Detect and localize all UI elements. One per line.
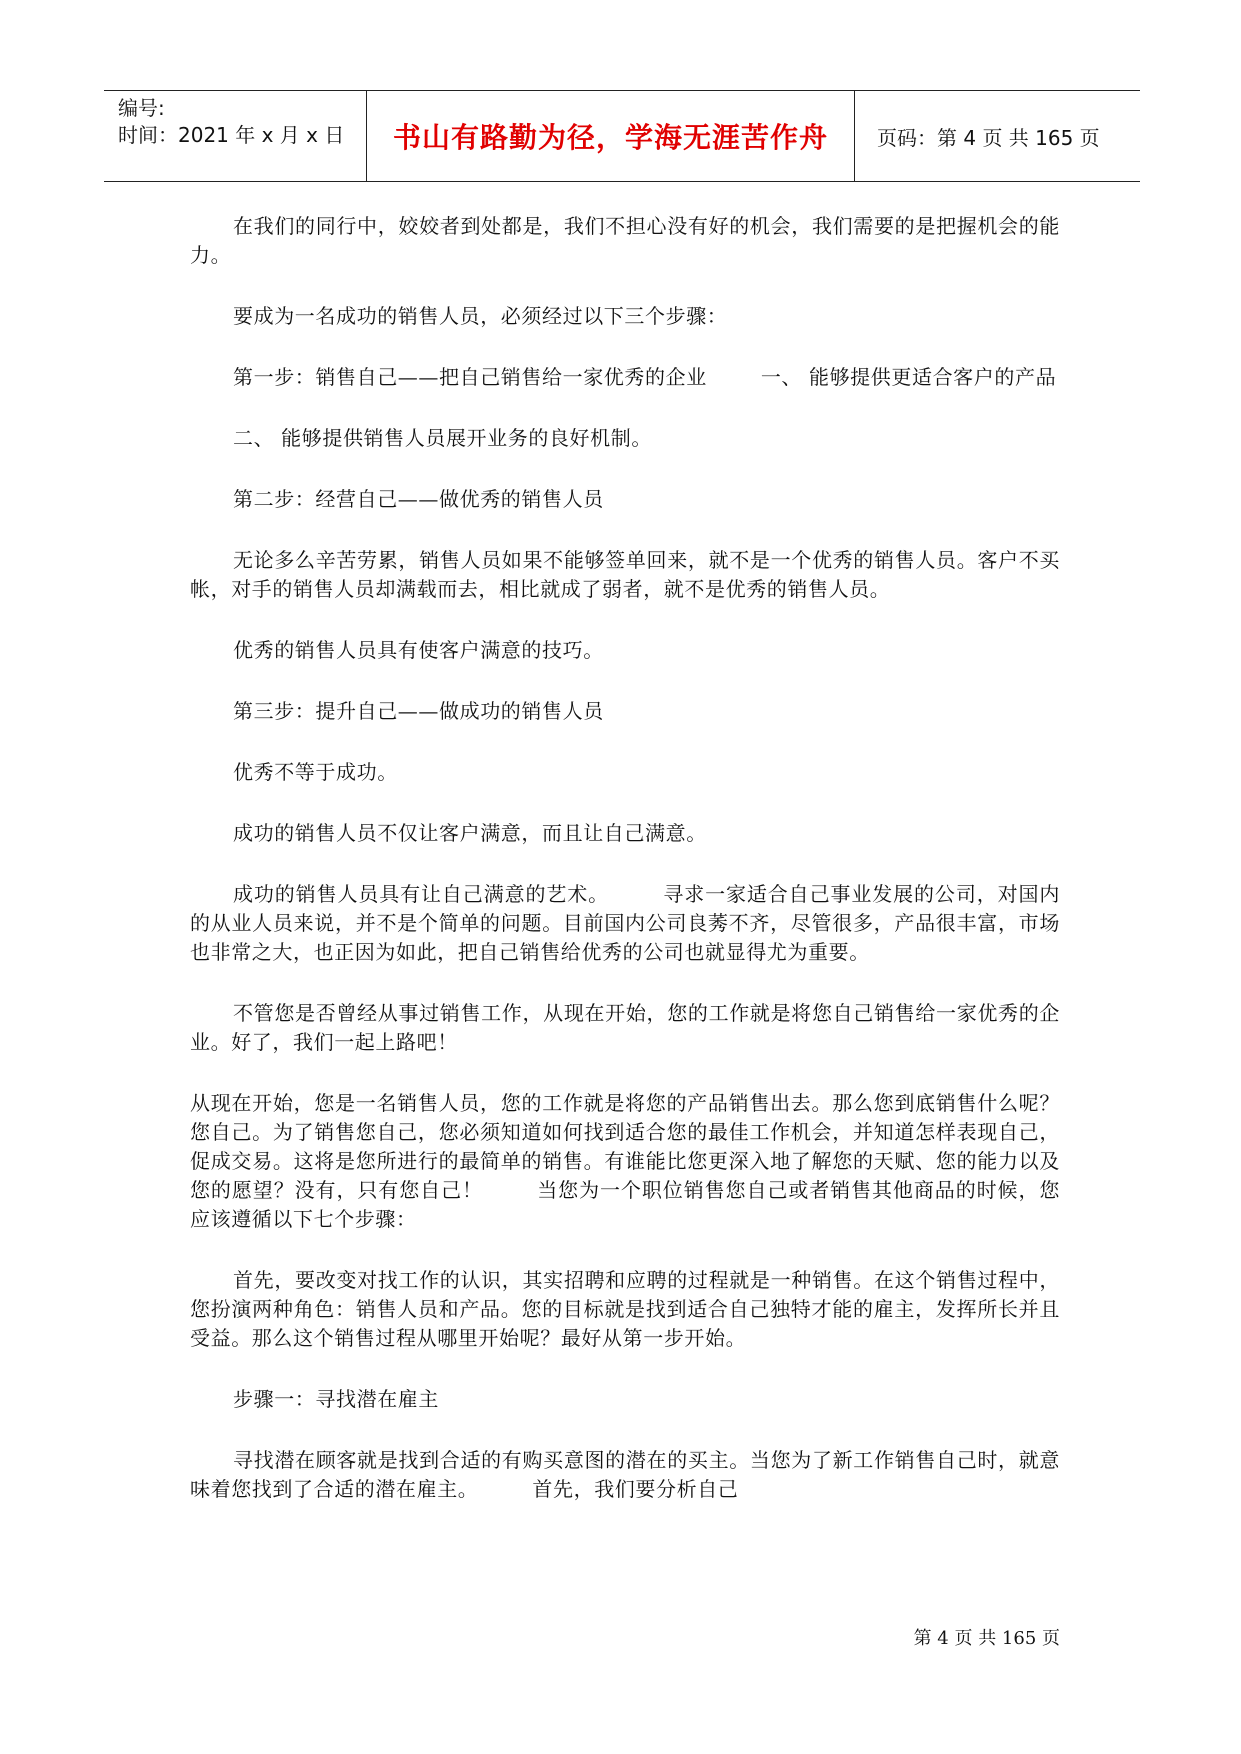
footer-page-number: 第 4 页 共 165 页 bbox=[913, 1628, 1060, 1649]
paragraph-sentence: 当您为一个职位销售您自己或者销售其他商品的时候，您应该遵循以下七个步骤： bbox=[190, 1178, 1060, 1231]
paragraph-sentence: 首先，我们要分析自己 bbox=[532, 1477, 739, 1501]
paragraph: 首先，要改变对找工作的认识，其实招聘和应聘的过程就是一种销售。在这个销售过程中，您扮演两种角色：销售人员和产品。您的目标就是找到适合自己独特才能的雇主，发挥所长并且受益。那么这个销售过程从哪里开始呢？最好从第一步开始。 bbox=[190, 1268, 1060, 1350]
paragraph: 优秀的销售人员具有使客户满意的技巧。 bbox=[233, 638, 604, 662]
paragraph: 第三步：提升自己——做成功的销售人员 bbox=[233, 699, 604, 723]
document-body bbox=[190, 212, 1060, 1536]
page-footer bbox=[880, 1624, 1060, 1650]
header-page-cell bbox=[855, 91, 1140, 181]
header-motto: 书山有路勤为径，学海无涯苦作舟 bbox=[392, 121, 828, 154]
step-one-heading: 第一步：销售自己——把自己销售给一家优秀的企业 bbox=[233, 365, 707, 389]
step-one-point-one: 一、 能够提供更适合客户的产品 bbox=[760, 365, 1057, 389]
header-meta bbox=[104, 91, 367, 181]
document-time: 时间：2021 年 x 月 x 日 bbox=[118, 123, 345, 147]
paragraph bbox=[190, 1446, 1060, 1504]
paragraph: 二、 能够提供销售人员展开业务的良好机制。 bbox=[233, 426, 652, 450]
paragraph: 无论多么辛苦劳累，销售人员如果不能够签单回来，就不是一个优秀的销售人员。客户不买帐，对手的销售人员却满载而去，相比就成了弱者，就不是优秀的销售人员。 bbox=[190, 548, 1060, 601]
page-header bbox=[104, 90, 1140, 182]
paragraph: 步骤一：寻找潜在雇主 bbox=[233, 1387, 439, 1411]
document-number: 编号: bbox=[118, 96, 165, 120]
paragraph: 在我们的同行中，姣姣者到处都是，我们不担心没有好的机会，我们需要的是把握机会的能力。 bbox=[190, 214, 1060, 267]
paragraph bbox=[190, 363, 1060, 392]
paragraph-sentence: 寻求一家适合自己事业发展的公司，对国内的从业人员来说，并不是个简单的问题。目前国内公司良莠不齐，尽管很多，产品很丰富，市场也非常之大，也正因为如此，把自己销售给优秀的公司也就显得尤为重要。 bbox=[190, 882, 1060, 964]
paragraph: 不管您是否曾经从事过销售工作，从现在开始，您的工作就是将您自己销售给一家优秀的企业。好了，我们一起上路吧！ bbox=[190, 1001, 1060, 1054]
paragraph: 优秀不等于成功。 bbox=[233, 760, 398, 784]
paragraph-sentence: 寻找潜在顾客就是找到合适的有购买意图的潜在的买主。当您为了新工作销售自己时，就意味着您找到了合适的潜在雇主。 bbox=[190, 1448, 1060, 1501]
paragraph bbox=[190, 1089, 1060, 1234]
paragraph: 成功的销售人员不仅让客户满意，而且让自己满意。 bbox=[233, 821, 707, 845]
header-motto-cell bbox=[367, 91, 855, 181]
paragraph bbox=[190, 880, 1060, 967]
header-page-info: 页码：第 4 页 共 165 页 bbox=[877, 125, 1100, 150]
paragraph: 第二步：经营自己——做优秀的销售人员 bbox=[233, 487, 604, 511]
paragraph: 要成为一名成功的销售人员，必须经过以下三个步骤： bbox=[233, 304, 728, 328]
paragraph-sentence: 从现在开始，您是一名销售人员，您的工作就是将您的产品销售出去。那么您到底销售什么呢？您自己。为了销售您自己，您必须知道如何找到适合您的最佳工作机会，并知道怎样表现自己，促成交易。这将是您所进行的最简单的销售。有谁能比您更深入地了解您的天赋、您的能力以及您的愿望？没有，只有您自己！ bbox=[190, 1091, 1060, 1202]
paragraph-sentence: 成功的销售人员具有让自己满意的艺术。 bbox=[233, 882, 610, 906]
